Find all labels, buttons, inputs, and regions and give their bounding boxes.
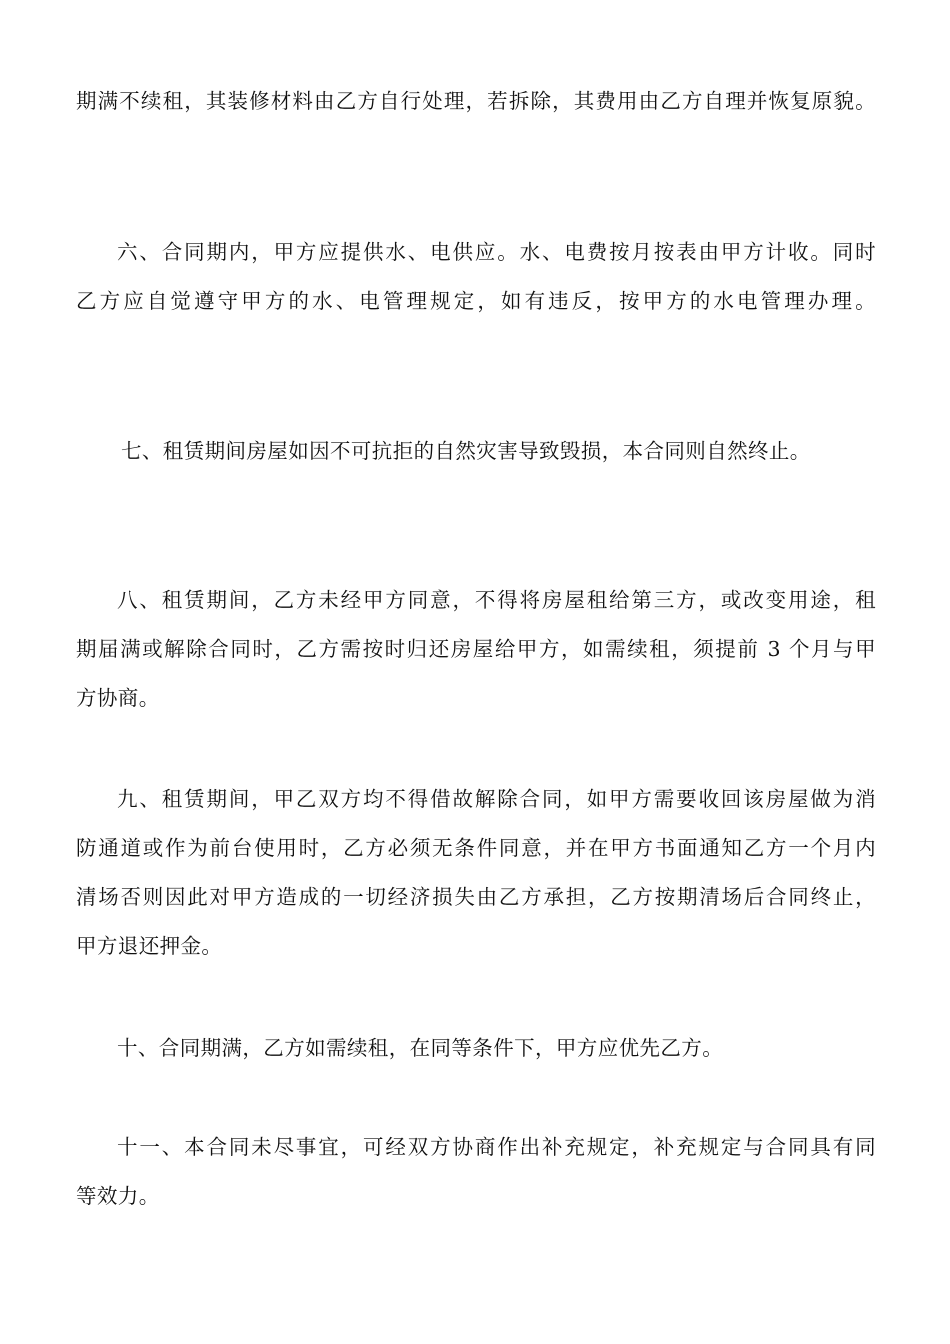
paragraph-6-line-2: 乙方应自觉遵守甲方的水、电管理规定，如有违反，按甲方的水电管理办理。 xyxy=(76,289,876,313)
paragraph-7-line-1: 七、租赁期间房屋如因不可抗拒的自然灾害导致毁损，本合同则自然终止。 xyxy=(121,439,811,463)
paragraph-9-line-1: 九、租赁期间，甲乙双方均不得借故解除合同，如甲方需要收回该房屋做为消 xyxy=(117,787,876,811)
paragraph-8-line-2: 期届满或解除合同时，乙方需按时归还房屋给甲方，如需续租，须提前 3 个月与甲 xyxy=(76,637,876,661)
paragraph-11-line-1: 十一、本合同未尽事宜，可经双方协商作出补充规定，补充规定与合同具有同 xyxy=(117,1135,876,1159)
paragraph-6-line-1: 六、合同期内，甲方应提供水、电供应。水、电费按月按表由甲方计收。同时 xyxy=(117,240,876,264)
paragraph-8-line-1: 八、租赁期间，乙方未经甲方同意，不得将房屋租给第三方，或改变用途，租 xyxy=(117,588,876,612)
paragraph-11-line-2: 等效力。 xyxy=(76,1184,160,1208)
paragraph-10-line-1: 十、合同期满，乙方如需续租，在同等条件下，甲方应优先乙方。 xyxy=(117,1036,724,1060)
paragraph-9-line-4: 甲方退还押金。 xyxy=(76,934,223,958)
paragraph-9-line-2: 防通道或作为前台使用时，乙方必须无条件同意，并在甲方书面通知乙方一个月内 xyxy=(76,836,876,860)
paragraph-8-line-3: 方协商。 xyxy=(76,686,160,710)
paragraph-5-line-1: 期满不续租，其装修材料由乙方自行处理，若拆除，其费用由乙方自理并恢复原貌。 xyxy=(76,89,876,113)
paragraph-9-line-3: 清场否则因此对甲方造成的一切经济损失由乙方承担，乙方按期清场后合同终止， xyxy=(76,885,876,909)
